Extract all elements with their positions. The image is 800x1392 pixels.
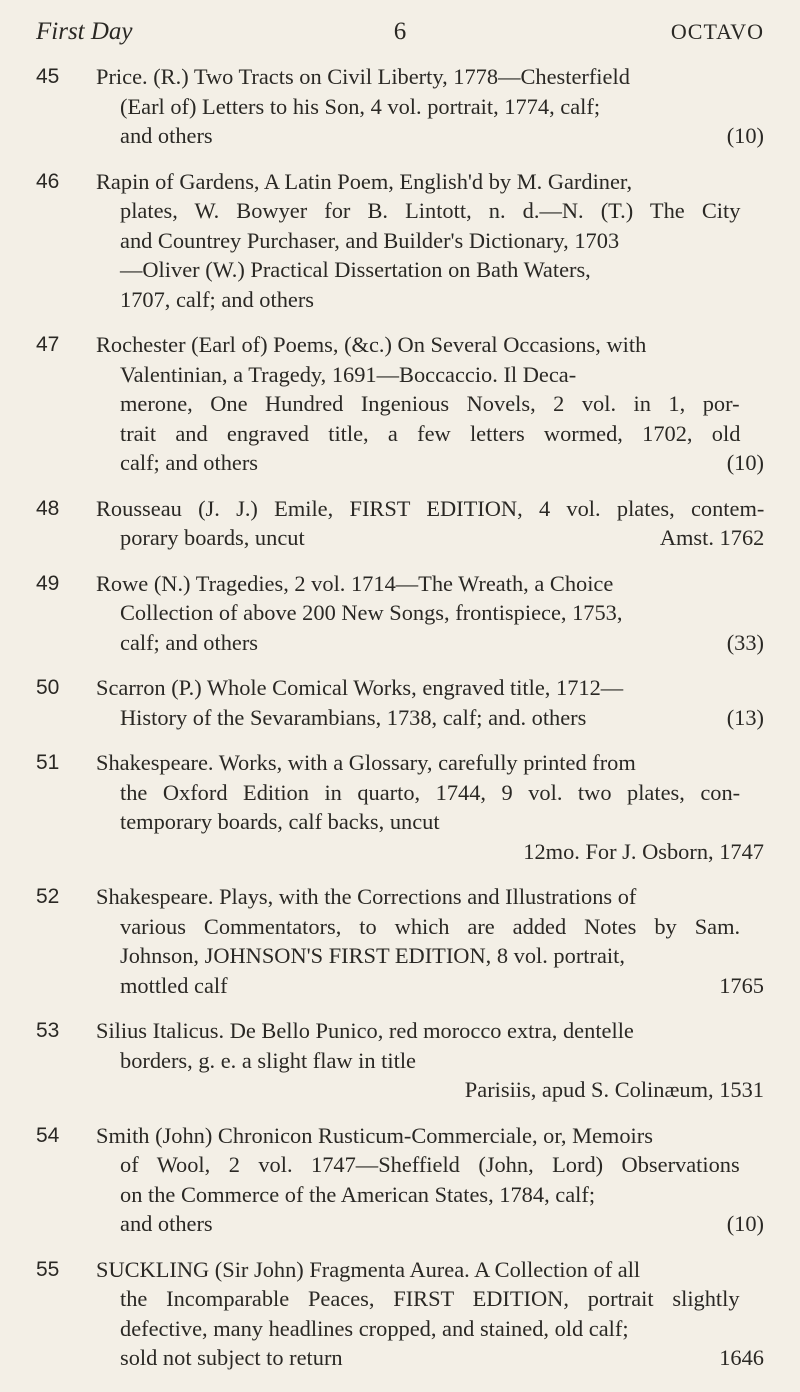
imprint-line: 12mo. For J. Osborn, 1747: [523, 838, 764, 864]
lot-number: 47: [36, 333, 60, 356]
lot-entry: [36, 167, 764, 315]
closing-text: mottled calf: [120, 972, 228, 998]
day-heading: First Day: [36, 18, 133, 45]
lot-description: [96, 330, 764, 478]
description-line: various Commentators, to which are added Notes by Sam.: [120, 913, 741, 939]
format-heading: OCTAVO: [670, 19, 764, 44]
description-line: Collection of above 200 New Songs, frontispiece, 1753,: [120, 600, 623, 625]
imprint-or-count: (10): [726, 123, 764, 148]
lot-number: 50: [36, 676, 60, 699]
description-line: Smith (John) Chronicon Rusticum-Commerciale, or, Memoirs: [96, 1122, 653, 1148]
lot-description: [96, 494, 764, 553]
description-line: the Oxford Edition in quarto, 1744, 9 vol. two plates, con-: [120, 779, 741, 805]
running-head: [36, 18, 764, 46]
closing-text: porary boards, uncut: [120, 525, 305, 550]
closing-text: and others: [120, 1211, 213, 1236]
description-line: SUCKLING (Sir John) Fragmenta Aurea. A Collection of all: [96, 1256, 641, 1282]
closing-line: [96, 523, 764, 553]
closing-text: sold not subject to return: [120, 1345, 343, 1370]
lot-description: [96, 62, 764, 151]
lot-entry: [36, 1121, 764, 1239]
description-line: Shakespeare. Works, with a Glossary, carefully printed from: [96, 750, 636, 775]
lot-entry: [36, 748, 764, 866]
lot-number: 54: [36, 1123, 60, 1147]
lot-number: 52: [36, 885, 60, 908]
description-line: borders, g. e. a slight flaw in title: [120, 1047, 416, 1073]
lot-entry: [36, 494, 764, 553]
closing-line: [96, 628, 764, 658]
imprint-or-count: (33): [726, 629, 764, 655]
description-line: (Earl of) Letters to his Son, 4 vol. portrait, 1774, calf;: [120, 93, 601, 119]
closing-text: and others: [120, 123, 213, 148]
description-line: 1707, calf; and others: [120, 286, 314, 312]
lot-description: [96, 882, 764, 1000]
closing-line: [96, 448, 764, 478]
imprint-or-count: 1765: [719, 972, 764, 998]
description-line: on the Commerce of the American States, 1784, calf;: [120, 1181, 596, 1207]
description-line: Rapin of Gardens, A Latin Poem, English'd by M. Gardiner,: [96, 168, 633, 194]
closing-text: History of the Sevarambians, 1738, calf; and. others: [120, 704, 587, 730]
imprint-or-count: Amst. 1762: [659, 525, 765, 550]
lot-number: 48: [36, 496, 60, 520]
imprint-or-count: (10): [726, 450, 764, 475]
lot-entry: [36, 569, 764, 658]
description-line: Price. (R.) Two Tracts on Civil Liberty, 1778—Chesterfield: [96, 64, 630, 89]
description-line: Valentinian, a Tragedy, 1691—Boccaccio. Il Deca-: [120, 361, 577, 387]
closing-line: [96, 1343, 764, 1373]
page-number: 6: [393, 18, 407, 45]
imprint-line: Parisiis, apud S. Colinæum, 1531: [464, 1077, 764, 1102]
lot-description: [96, 1121, 764, 1239]
lot-description: [96, 748, 764, 866]
lot-description: [96, 1016, 764, 1105]
lot-entry: [36, 62, 764, 151]
description-line: —Oliver (W.) Practical Dissertation on Bath Waters,: [120, 257, 591, 282]
lot-number: 51: [36, 751, 60, 774]
closing-line: [96, 971, 764, 1001]
description-line: Shakespeare. Plays, with the Corrections and Illustrations of: [96, 884, 637, 909]
closing-line: [96, 121, 764, 151]
description-line: Rowe (N.) Tragedies, 2 vol. 1714—The Wreath, a Choice: [96, 570, 614, 596]
lot-entry: [36, 673, 764, 732]
description-line: Silius Italicus. De Bello Punico, red morocco extra, dentelle: [96, 1018, 634, 1043]
imprint-or-count: (10): [726, 1211, 764, 1236]
lot-number: 46: [36, 169, 60, 193]
lot-list: [36, 62, 764, 1373]
description-line: merone, One Hundred Ingenious Novels, 2 vol. in 1, por-: [120, 391, 740, 416]
description-line: Scarron (P.) Whole Comical Works, engraved title, 1712—: [96, 675, 624, 700]
lot-number: 55: [36, 1257, 60, 1281]
closing-line: [96, 703, 764, 733]
description-line: Rousseau (J. J.) Emile, FIRST EDITION, 4 vol. plates, contem-: [96, 495, 765, 521]
lot-description: [96, 167, 764, 315]
description-line: of Wool, 2 vol. 1747—Sheffield (John, Lord) Observations: [120, 1152, 740, 1177]
lot-number: 45: [36, 65, 60, 88]
description-line: trait and engraved title, a few letters wormed, 1702, old: [120, 420, 741, 446]
description-line: defective, many headlines cropped, and stained, old calf;: [120, 1315, 629, 1341]
lot-number: 49: [36, 571, 60, 595]
lot-entry: [36, 882, 764, 1000]
description-line: plates, W. Bowyer for B. Lintott, n. d.—N. (T.) The City: [120, 198, 741, 223]
description-line: Rochester (Earl of) Poems, (&c.) On Several Occasions, with: [96, 332, 647, 357]
lot-entry: [36, 1016, 764, 1105]
lot-entry: [36, 1255, 764, 1373]
imprint-or-count: (13): [726, 704, 764, 730]
closing-text: calf; and others: [120, 450, 259, 475]
lot-entry: [36, 330, 764, 478]
lot-description: [96, 673, 764, 732]
imprint-or-count: 1646: [719, 1345, 764, 1370]
description-line: the Incomparable Peaces, FIRST EDITION, portrait slightly: [120, 1286, 740, 1311]
description-line: Johnson, JOHNSON'S FIRST EDITION, 8 vol. portrait,: [120, 943, 625, 968]
closing-text: calf; and others: [120, 629, 259, 655]
description-line: and Countrey Purchaser, and Builder's Dictionary, 1703: [120, 227, 620, 253]
closing-line: [96, 1209, 764, 1239]
lot-number: 53: [36, 1019, 60, 1042]
lot-description: [96, 569, 764, 658]
lot-description: [96, 1255, 764, 1373]
description-line: temporary boards, calf backs, uncut: [120, 809, 440, 834]
